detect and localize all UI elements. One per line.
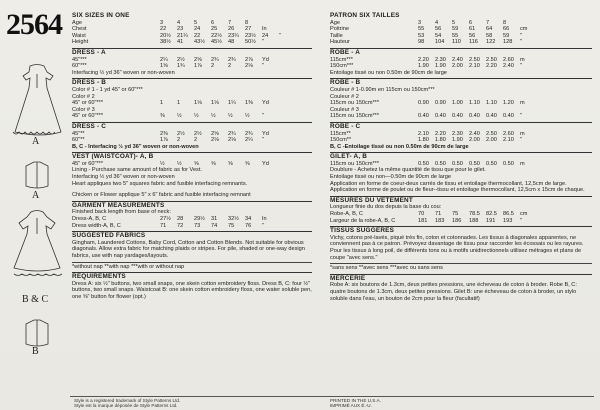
tissus-text: Vichy, cotons pré-lavés, piqué très fin, coton et cotonnades. Les tissus à diagonales apparentes, ne conviennent pas à ce patron. Prévoyez davantage de tissu pour raccorder les écossais ou les rayures. Pour les tissus à long poil, de différents tons ou à motifs unidirectionnels utilisez métrages et plans de coupe "avec sens." [330, 234, 584, 261]
vest-table [72, 161, 312, 168]
vest-a-sketch [26, 162, 48, 188]
mercerie-heading: MERCERIE [330, 274, 592, 283]
table-row: Height 38½ 41 43½ 45½ 48 50½ " [72, 39, 264, 46]
requirements-heading: REQUIREMENTS [72, 272, 312, 281]
table-row: Age 3 4 5 6 7 8 [330, 19, 507, 26]
gilet-table [330, 161, 592, 168]
vest-interfacing: Interfacing ½ yd 36" woven or non-woven [72, 174, 175, 181]
mercerie-text: Robe A: six boutons de 1.3cm, deux petites pressions, une écheveau de coton à broder. Robe B, C: quatre boutons de 1.3cm, deux petites pressions. Gilet B: une écheveau de coton à broder, un stylo soluble dans l'eau, un bouton de 2cm pour la fleur (facultatif) [330, 282, 577, 302]
view-label-a-vest: A [32, 190, 40, 201]
table-row: 60"*** 1⅝ 1¾ 1⅞ 2 2 2⅛ " [72, 63, 264, 70]
table-row: Dress-A, B, C 27½ 28 29½ 31 32½ 34 In [72, 216, 267, 223]
footer-divider [70, 396, 594, 397]
table-row: Age 3 4 5 6 7 8 [72, 19, 249, 26]
table-row: 45" or 60"*** ½ ½ ⅝ ⅝ ⅝ ⅝ Yd [72, 160, 269, 167]
mesures-heading: MESURES DU VETEMENT [330, 196, 592, 205]
table-row: Waist 20½ 21¼ 22 22½ 23¼ 23½ 24 " [72, 32, 281, 39]
tailles-table [330, 20, 592, 46]
table-row: Robe-A, B, C 70 71 75 78.5 82.5 86.5 cm [330, 211, 528, 218]
gilet-doublure: Doublure - Achetez la même quantité de tissu que pour le gilet. [330, 167, 486, 174]
table-row: 115cm ou 150cm*** 0.90 0.90 1.00 1.10 1.10 1.20 m [330, 100, 525, 107]
view-label-a: A [32, 136, 40, 147]
vest-heading: VEST (WAISTCOAT)- A, B [72, 152, 312, 161]
english-column [72, 12, 312, 301]
printed-fr: IMPRIMÉ AUX É.-U. [330, 403, 372, 409]
dress-c-interfacing: B, C - Interfacing ½ yd 36" woven or non-woven [72, 143, 199, 150]
sens-legend: *sans sens **avec sens ***avec ou sans sens [330, 265, 443, 272]
robe-c-table [330, 131, 592, 144]
tailles-heading: PATRON SIX TAILLES [330, 12, 400, 19]
footer-printed [330, 398, 381, 408]
table-row: 115cm ou 150cm*** 0.50 0.50 0.50 0.50 0.50 0.50 m [330, 160, 525, 167]
table-row: Taille 53 54 55 56 58 59 " [330, 32, 522, 39]
dress-a-table [72, 57, 312, 70]
gilet-poulet: Application en forme de poulet ou de fleur--tissu et entoilage thermocollant, 12,5cm x 15cm de chaque. [330, 187, 585, 194]
table-row: 45" or 60"*** 1 1 1⅛ 1⅛ 1¼ 1⅜ Yd [72, 100, 269, 107]
gilet-coeur: Application en forme de coeur-deux carrés de tissu et entoilage thermocollant, 12,5cm de large. [330, 180, 567, 187]
mesures-intro: Longueur finie du dos depuis la base du cou: [330, 204, 442, 211]
table-row: 150cm** 1.80 1.80 1.90 2.00 2.00 2.10 " [330, 137, 522, 144]
table-row: Largeur de la robe-A, B, C 181 183 186 188 191 193 " [330, 217, 522, 224]
measurements-heading: GARMENT MEASUREMENTS [72, 201, 312, 210]
dress-b-color3: Color # 3 [72, 106, 95, 113]
robe-b-color1: Couleur # 1-0.90m en 115cm ou 150cm*** [330, 86, 435, 93]
table-row: 45"** 2⅜ 2½ 2½ 2⅝ 2¾ 2¾ Yd [72, 130, 269, 137]
dress-b-heading: DRESS - B [72, 78, 312, 87]
view-label-b: B [32, 346, 39, 357]
table-row: Hauteur 98 104 110 116 122 128 " [330, 39, 522, 46]
robe-a-entoilage: Entoilage tissé ou non 0.50m de 90cm de large [330, 69, 447, 76]
table-row: 115cm** 2.10 2.20 2.30 2.40 2.50 2.60 m [330, 130, 525, 137]
table-row: 45"*** 2¼ 2½ 2⅝ 2¾ 2¾ 2⅞ Yd [72, 56, 269, 63]
dress-b-color1: Color # 1 - 1 yd 45" or 60"*** [72, 86, 143, 93]
sizes-table [72, 20, 312, 46]
dress-b-color2: Color # 2 [72, 93, 95, 100]
robe-b-table-3 [330, 113, 592, 120]
robe-a-heading: ROBE - A [330, 48, 592, 57]
robe-c-heading: ROBE - C [330, 122, 592, 131]
vest-b-sketch [26, 320, 48, 346]
french-column [330, 12, 592, 302]
dress-a-sketch [13, 65, 61, 136]
footer-trademark [74, 398, 180, 408]
vest-lining: Lining - Purchase same amount of fabric as for Vest. [72, 167, 202, 174]
divider [72, 262, 312, 263]
tissus-heading: TISSUS SUGGERES [330, 226, 592, 235]
dress-bc-sketch [14, 211, 62, 276]
measurements-intro: Finished back length from base of neck: [72, 209, 171, 216]
table-row: Poitrine 55 56 59 61 64 66 cm [330, 26, 528, 33]
divider [330, 263, 592, 264]
robe-b-color3: Couleur # 3 [330, 106, 359, 113]
dress-b-table-3 [72, 113, 312, 120]
requirements-text: Dress A: six ½" buttons, two small snaps, one skein cotton embroidery floss. Dress B, C: four ½" buttons, two small snaps. Waistcoat B: one skein cotton embroidery floss, one water soluble pen, one ⅝" button for flower (opt.) [72, 280, 312, 300]
robe-b-heading: ROBE - B [330, 78, 592, 87]
robe-a-table [330, 57, 592, 70]
fabrics-text: Gingham, Laundered Cottons, Baby Cord, Cotton and Cotton Blends. Not suitable for obvious diagonals. Allow extra fabric for matching plaids or stripes. For pile, shaded or one-way design fabrics, use with nap yardages/layouts. [72, 239, 305, 259]
dress-c-heading: DRESS - C [72, 122, 312, 131]
vest-heart: Heart appliques two 5" squares fabric and fusible interfacing remnants. [72, 180, 248, 187]
table-row: 115cm*** 2.20 2.30 2.40 2.50 2.50 2.60 m [330, 56, 525, 63]
table-row: 150cm*** 1.90 1.90 2.00 2.10 2.20 2.40 " [330, 63, 522, 70]
table-row: 115cm ou 150cm*** 0.40 0.40 0.40 0.40 0.40 0.40 " [330, 113, 522, 120]
fabrics-heading: SUGGESTED FABRICS [72, 231, 312, 240]
pattern-number: 2564 [6, 8, 62, 41]
sizes-heading: SIX SIZES IN ONE [72, 12, 130, 19]
nap-legend: *without nap **with nap ***with or without nap [72, 263, 185, 270]
gilet-heading: GILET- A, B [330, 152, 592, 161]
dress-c-table [72, 131, 312, 144]
trademark-en: Style is a registered trademark of Style Patterns Ltd. [74, 398, 181, 403]
table-row: 45" or 60"*** ⅜ ½ ½ ½ ½ ½ " [72, 113, 264, 120]
table-row: 60"** 1⅞ 2 2 2⅛ 2⅛ 2¼ " [72, 137, 264, 144]
table-row: Chest 22 23 24 25 26 27 In [72, 26, 267, 33]
vest-chicken: Chicken or Flower applique 5" x 6" fabric and fusible interfacing remnant [72, 192, 251, 199]
measurements-table [72, 216, 312, 229]
mesures-table [330, 211, 592, 224]
dress-a-heading: DRESS - A [72, 48, 312, 57]
garment-sketches [8, 62, 66, 362]
dress-b-table-2 [72, 100, 312, 107]
trademark-fr: Style est la marque déposée de Style Patterns Ltd. [74, 403, 178, 409]
dress-a-interfacing: Interfacing ½ yd 36" woven or non-woven [72, 69, 175, 76]
view-label-bc: B & C [22, 294, 49, 305]
robe-b-color2: Couleur # 2 [330, 93, 359, 100]
robe-b-table-2 [330, 100, 592, 107]
table-row: Dress width-A, B, C 71 72 73 74 75 76 " [72, 222, 264, 229]
gilet-entoilage: Entoilage tissé ou non—0.50m de 90cm de large [330, 174, 451, 181]
printed-en: PRINTED IN THE U.S.A. [330, 398, 381, 403]
robe-c-entoilage: B, C -Entoilage tissé ou non 0.50m de 90cm de large [330, 143, 469, 150]
